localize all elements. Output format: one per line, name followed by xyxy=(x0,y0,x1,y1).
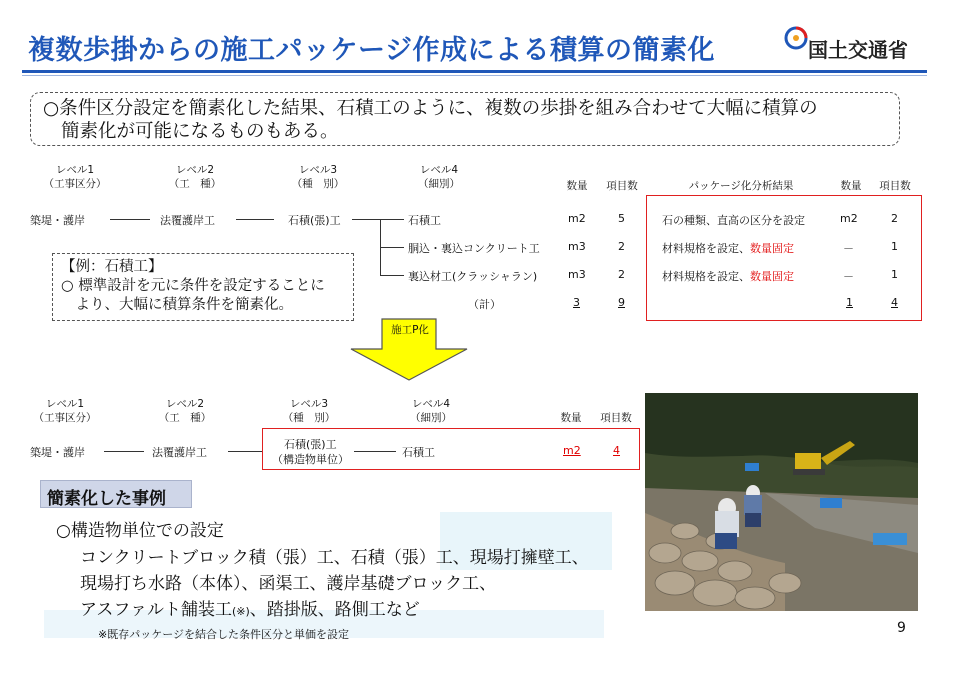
top-row-1-level4: 石積工 xyxy=(408,214,441,227)
top-row-2-unit: m3 xyxy=(568,240,586,253)
analysis-row-2-unit: － xyxy=(843,242,854,255)
analysis-row-3-unit: － xyxy=(843,270,854,283)
bottom-count: 4 xyxy=(613,444,620,457)
top-level1-value: 築堤・護岸 xyxy=(30,214,85,227)
top-level2-value: 法覆護岸工 xyxy=(160,214,215,227)
intro-box xyxy=(30,92,900,146)
top-qty-header: 数量 xyxy=(566,180,588,192)
connector-line xyxy=(354,451,396,452)
connector-line xyxy=(110,219,150,220)
bottom-header-level2: レベル2 （工 種） xyxy=(158,398,212,424)
top-level3-value: 石積(張)工 xyxy=(288,214,341,227)
top-row-1-unit: m2 xyxy=(568,212,586,225)
ministry-logo-icon xyxy=(783,25,809,51)
title-divider xyxy=(22,70,927,73)
simplified-line-3: アスファルト舗装工(※)、踏掛版、路側工など xyxy=(80,600,420,620)
fixed-qty-label: 数量固定 xyxy=(750,270,794,283)
connector-line xyxy=(380,247,404,248)
fixed-qty-label: 数量固定 xyxy=(750,242,794,255)
top-total-count: 9 xyxy=(618,296,625,309)
simplified-line-1: コンクリートブロック積（張）工、石積（張）工、現場打擁壁工、 xyxy=(80,548,589,568)
arrow-label: 施工P化 xyxy=(391,324,429,336)
intro-line-1: ○条件区分設定を簡素化した結果、石積工のように、複数の歩掛を組み合わせて大幅に積算の xyxy=(43,98,818,119)
bottom-level4-value: 石積工 xyxy=(402,446,435,459)
footnote-marker: (※) xyxy=(231,605,250,618)
connector-line xyxy=(380,275,404,276)
bottom-items-header: 項目数 xyxy=(600,412,632,424)
bottom-level3-value: 石積(張)工 xyxy=(284,438,337,451)
bottom-header-level4: レベル4 （細別） xyxy=(410,398,452,424)
footnote: ※既存パッケージを結合した条件区分と単価を設定 xyxy=(98,628,349,641)
bottom-header-level1: レベル1 （工事区分） xyxy=(33,398,97,424)
intro-line-2: 簡素化が可能になるものもある。 xyxy=(61,121,339,142)
simplified-example-label: 簡素化した事例 xyxy=(40,480,192,508)
top-total-unit: 3 xyxy=(573,296,580,309)
top-row-3-count: 2 xyxy=(618,268,625,281)
top-row-3-level4: 裏込材工(クラッシャラン) xyxy=(408,270,538,283)
bottom-level1-value: 築堤・護岸 xyxy=(30,446,85,459)
bottom-level2-value: 法覆護岸工 xyxy=(152,446,207,459)
example-line-2: より、大幅に積算条件を簡素化。 xyxy=(61,297,293,313)
analysis-total-count: 4 xyxy=(891,296,898,309)
connector-line xyxy=(352,219,404,220)
example-line-1: ○ 標準設計を元に条件を設定することに xyxy=(61,278,325,294)
analysis-row-3-count: 1 xyxy=(891,268,898,281)
bottom-unit: m2 xyxy=(563,444,581,457)
analysis-total-unit: 1 xyxy=(846,296,853,309)
top-items-header-2: 項目数 xyxy=(879,180,911,192)
title-divider-thin xyxy=(22,75,927,76)
connector-line xyxy=(228,451,262,452)
analysis-row-3: 材料規格を設定、数量固定 xyxy=(662,270,794,283)
bottom-qty-header: 数量 xyxy=(560,412,582,424)
analysis-row-1-unit: m2 xyxy=(840,212,858,225)
top-header-level2: レベル2 （工 種） xyxy=(168,164,222,190)
example-title: 【例：石積工】 xyxy=(61,259,163,275)
connector-line xyxy=(236,219,274,220)
bottom-level3-note: （構造物単位） xyxy=(272,453,349,466)
example-box xyxy=(52,253,354,321)
top-total-label: （計） xyxy=(468,298,501,311)
top-header-level1: レベル1 （工事区分） xyxy=(43,164,107,190)
simplified-heading: ○構造物単位での設定 xyxy=(56,521,224,541)
analysis-row-2: 材料規格を設定、数量固定 xyxy=(662,242,794,255)
top-items-header: 項目数 xyxy=(606,180,638,192)
simplified-line-2: 現場打ち水路（本体）、函渠工、護岸基礎ブロック工、 xyxy=(80,574,497,594)
analysis-row-2-count: 1 xyxy=(891,240,898,253)
construction-site-photo xyxy=(645,393,918,611)
top-qty-header-2: 数量 xyxy=(840,180,862,192)
top-row-1-count: 5 xyxy=(618,212,625,225)
ministry-name: 国土交通省 xyxy=(808,38,908,62)
bottom-header-level3: レベル3 （種 別） xyxy=(282,398,336,424)
analysis-row-1: 石の種類、直高の区分を設定 xyxy=(662,214,805,227)
page-number: 9 xyxy=(897,620,906,636)
connector-line xyxy=(104,451,144,452)
top-row-2-count: 2 xyxy=(618,240,625,253)
top-row-2-level4: 胴込・裏込コンクリート工 xyxy=(408,242,540,255)
analysis-header: パッケージ化分析結果 xyxy=(688,180,794,192)
top-header-level3: レベル3 （種 別） xyxy=(291,164,345,190)
top-header-level4: レベル4 （細別） xyxy=(418,164,460,190)
page-title: 複数歩掛からの施工パッケージ作成による積算の簡素化 xyxy=(28,35,715,66)
analysis-row-1-count: 2 xyxy=(891,212,898,225)
top-row-3-unit: m3 xyxy=(568,268,586,281)
